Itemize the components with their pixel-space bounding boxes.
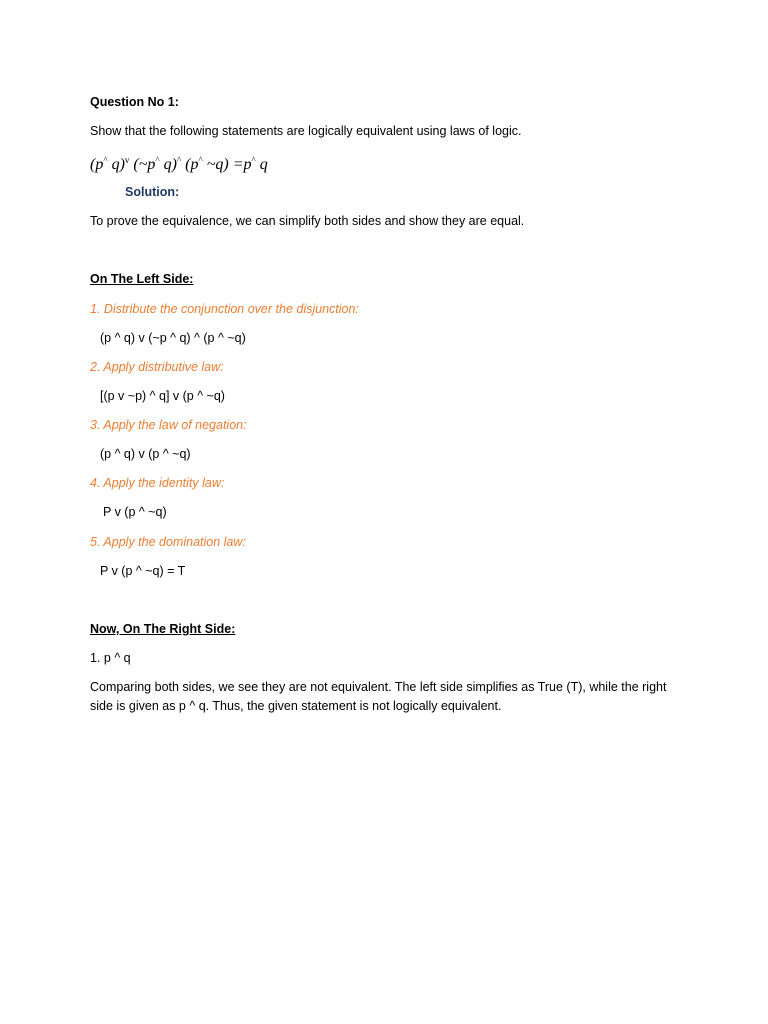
conclusion-line-2: side is given as p ^ q. Thus, the given statement is not logically equivalent. [90, 698, 502, 713]
step-4-expression: P v (p ^ ~q) [103, 505, 167, 519]
question-title: Question No 1: [90, 95, 179, 109]
step-3-label: 3. Apply the law of negation: [90, 418, 247, 432]
step-3-expression: (p ^ q) v (p ^ ~q) [100, 447, 191, 461]
right-side-heading: Now, On The Right Side: [90, 622, 236, 636]
right-side-expression: 1. p ^ q [90, 651, 131, 665]
step-2-expression: [(p v ~p) ^ q] v (p ^ ~q) [100, 389, 225, 403]
equivalence-formula: (p^ q)$^v$ (~p^ q)^ (p^ ~q) =p^ q [90, 155, 268, 173]
step-1-label: 1. Distribute the conjunction over the disjunction: [90, 302, 359, 316]
conclusion-line-1: Comparing both sides, we see they are not equivalent. The left side simplifies as True (T), while the right [90, 680, 667, 694]
solution-intro: To prove the equivalence, we can simplify both sides and show they are equal. [90, 214, 525, 228]
step-2-label: 2. Apply distributive law: [90, 360, 224, 374]
left-side-heading: On The Left Side: [90, 272, 194, 286]
step-5-expression: P v (p ^ ~q) = T [100, 564, 186, 578]
step-5-label: 5. Apply the domination law: [90, 535, 246, 549]
step-1-expression: (p ^ q) v (~p ^ q) ^ (p ^ ~q) [100, 331, 246, 345]
conclusion-paragraph [90, 678, 680, 715]
solution-heading: Solution: [125, 185, 180, 199]
step-4-label: 4. Apply the identity law: [90, 476, 225, 490]
question-prompt: Show that the following statements are logically equivalent using laws of logic. [90, 124, 522, 138]
